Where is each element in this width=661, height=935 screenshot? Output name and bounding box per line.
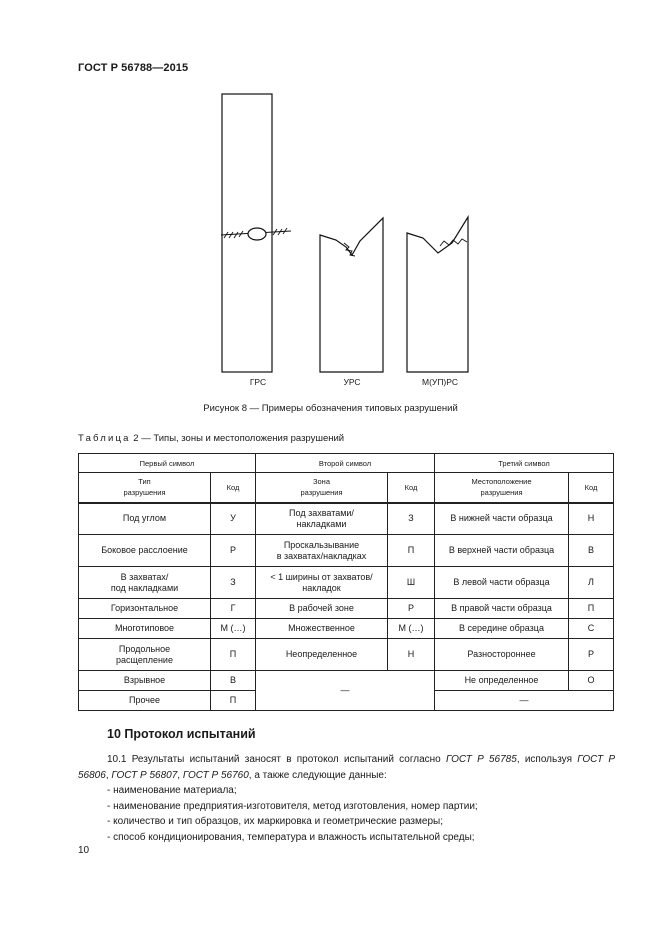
table-cell: В захватах/ под накладками [79,567,211,599]
specimen-grs [221,94,291,372]
table-cell: О [569,671,614,691]
failure-codes-table-wrap [78,453,614,711]
table-row [79,599,614,619]
table-row [79,567,614,599]
table-cell: Н [569,503,614,535]
table-cell: З [211,567,256,599]
table-row [79,503,614,535]
table-cell: Р [388,599,435,619]
text-run: 10.1 Результаты испытаний заносят в протокол испытаний согласно [107,754,446,765]
figure-label-urs: УРС [343,377,361,387]
table-cell: Под углом [79,503,211,535]
table-cell: В правой части образца [435,599,569,619]
reference-link: ГОСТ Р 56806 [78,754,616,781]
figure-label-mupr: М(УП)РС [422,377,458,387]
table-caption-text: 2 — Типы, зоны и местоположения разрушений [130,433,345,444]
table-cell: Разностороннее [435,639,569,671]
table-caption [78,433,344,444]
subheader-location: Местоположение разрушения [435,473,569,503]
text-run: , а также следующие данные: [248,769,387,781]
table-row [79,671,614,691]
table-cell: В [569,535,614,567]
table-group-header-row [79,454,614,473]
table-cell: Продольное расщепление [79,639,211,671]
list-item: - способ кондиционирования, температура и влажность испытательной среды; [107,831,475,843]
subheader-code: Код [211,473,256,503]
body-text [78,752,615,846]
table-cell: Л [569,567,614,599]
table-row [79,619,614,639]
table-cell: Проскальзывание в захватах/накладках [256,535,388,567]
group-header-third: Третий символ [435,454,614,473]
group-header-second: Второй символ [256,454,435,473]
group-header-first: Первый символ [79,454,256,473]
reference-link: ГОСТ Р 56785 [445,754,517,765]
list-item: - наименование предприятия-изготовителя, метод изготовления, номер партии; [107,800,478,812]
text-run: , [105,769,112,781]
page-number: 10 [78,845,90,856]
table-cell: У [211,503,256,535]
table-cell: Под захватами/ накладками [256,503,388,535]
table-cell: Боковое расслоение [79,535,211,567]
table-cell: Ш [388,567,435,599]
subheader-code: Код [569,473,614,503]
list-item: - количество и тип образцов, их маркировка и геометрические размеры; [107,816,443,828]
table-cell: Множественное [256,619,388,639]
list-item: - наименование материала; [107,785,237,797]
table-cell: М (…) [211,619,256,639]
table-cell: В нижней части образца [435,503,569,535]
figure-label-grs: ГРС [249,377,267,387]
table-row [79,535,614,567]
table-cell: П [211,639,256,671]
table-cell: Неопределенное [256,639,388,671]
document-header: ГОСТ Р 56788—2015 [78,62,189,74]
subheader-zone: Зона разрушения [256,473,388,503]
table-cell: З [388,503,435,535]
specimen-mupr [407,217,468,372]
table-cell: С [569,619,614,639]
table-cell: Не определенное [435,671,569,691]
table-cell: Многотиповое [79,619,211,639]
table-cell-merged-dash: — [256,671,435,711]
figure-caption: Рисунок 8 — Примеры обозначения типовых разрушений [203,403,458,414]
reference-link: ГОСТ Р 56760 [182,769,249,781]
table-cell: Прочее [79,691,211,711]
text-run: , [177,769,183,781]
table-cell: Н [388,639,435,671]
subheader-type: Тип разрушения [79,473,211,503]
section-title: 10 Протокол испытаний [107,727,256,741]
table-cell: Р [569,639,614,671]
table-row [79,639,614,671]
failure-types-figure [215,90,485,380]
failure-codes-table [78,453,614,711]
text-run: , используя [516,754,578,765]
table-cell: Г [211,599,256,619]
table-cell-dash: — [435,691,614,711]
table-cell: В рабочей зоне [256,599,388,619]
table-cell: П [211,691,256,711]
table-cell: В левой части образца [435,567,569,599]
specimen-urs [320,218,383,372]
table-cell: М (…) [388,619,435,639]
table-cell: В середине образца [435,619,569,639]
table-cell: В верхней части образца [435,535,569,567]
table-cell: Взрывное [79,671,211,691]
table-cell: П [388,535,435,567]
table-cell: В [211,671,256,691]
reference-link: ГОСТ Р 56807 [111,769,178,781]
paragraph-10-1 [78,752,615,783]
table-cell: < 1 ширины от захватов/ накладок [256,567,388,599]
table-cell: П [569,599,614,619]
table-subheader-row [79,473,614,503]
subheader-code: Код [388,473,435,503]
table-cell: Р [211,535,256,567]
table-cell: Горизонтальное [79,599,211,619]
table-caption-prefix: Таблица [78,433,131,444]
